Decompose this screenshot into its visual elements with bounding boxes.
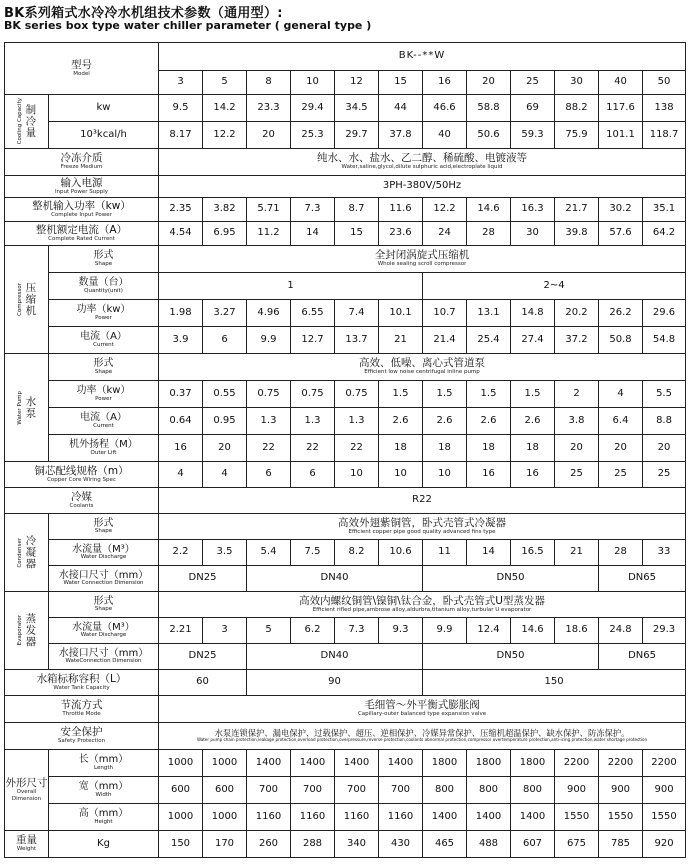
power-supply-label: 输入电源 Input Power Supply [5, 176, 159, 198]
value-cell: 1400 [467, 804, 511, 831]
value-cell: 44 [379, 95, 423, 122]
value-cell: 20.2 [555, 300, 599, 327]
value-cell: 900 [599, 777, 643, 804]
value-cell: 11.2 [247, 222, 291, 246]
value-cell: 16 [511, 462, 555, 488]
freeze-medium-label: 冷冻介质 Freeze Medium [5, 149, 159, 176]
tank-label: 水箱标称容积（L） Water Tank Capacity [5, 670, 159, 696]
value-cell: 10 [379, 462, 423, 488]
value-cell: 24 [423, 222, 467, 246]
value-cell: 288 [291, 831, 335, 858]
value-cell: 28 [467, 222, 511, 246]
evaporator-shape-value: 高效内螺纹铜管\镍铜\钛合金，卧式壳管式U型蒸发器 Efficient rifled pipe,ambrose alloy,aldurbra,titanium alloy,turbular U evaporator [159, 592, 686, 618]
value-cell: 1.98 [159, 300, 203, 327]
value-cell: 1550 [643, 804, 686, 831]
value-cell: 10.7 [423, 300, 467, 327]
evaporator-flow-label: 水流量（M³） Water Discharge [49, 618, 159, 644]
value-cell: 26.2 [599, 300, 643, 327]
value-cell: 25 [555, 462, 599, 488]
value-cell: 488 [467, 831, 511, 858]
condenser-conn-value: DN65 [599, 566, 686, 592]
value-cell: 1400 [335, 750, 379, 777]
value-cell: 14 [467, 540, 511, 566]
value-cell: 13.1 [467, 300, 511, 327]
value-cell: 700 [335, 777, 379, 804]
value-cell: 12.7 [291, 327, 335, 354]
value-cell: 15 [335, 222, 379, 246]
tank-row [5, 670, 686, 696]
value-cell: 3.9 [159, 327, 203, 354]
value-cell: 1.5 [511, 381, 555, 408]
height-row [5, 804, 686, 831]
condenser-shape-value: 高效外翅紫铜管，卧式壳管式冷凝器 Efficient copper pipe good quality advanced fins type [159, 514, 686, 540]
compressor-qty-b: 2~4 [423, 273, 686, 300]
value-cell: 7.3 [335, 618, 379, 644]
condenser-shape-label: 形式 Shape [49, 514, 159, 540]
value-cell: 10.6 [379, 540, 423, 566]
value-cell: 10 [335, 462, 379, 488]
value-cell: 0.75 [247, 381, 291, 408]
value-cell: 6.95 [203, 222, 247, 246]
value-cell: 1400 [247, 750, 291, 777]
value-cell: 20 [643, 435, 686, 462]
model-label-cell: 型号 Model [5, 43, 159, 95]
compressor-qty-label: 数量（台） Quantity(unit) [49, 273, 159, 300]
value-cell: 59.3 [511, 122, 555, 149]
value-cell: 58.8 [467, 95, 511, 122]
weight-unit: Kg [49, 831, 159, 858]
value-cell: 1160 [379, 804, 423, 831]
value-cell: 800 [423, 777, 467, 804]
value-cell: 118.7 [643, 122, 686, 149]
value-cell: 5 [247, 618, 291, 644]
value-cell: 0.95 [203, 408, 247, 435]
cooling-kw-label: kw [49, 95, 159, 122]
value-cell: 22 [291, 435, 335, 462]
value-cell: 2200 [555, 750, 599, 777]
evaporator-conn-value: DN50 [423, 644, 599, 670]
value-cell: 785 [599, 831, 643, 858]
value-cell: 12.4 [467, 618, 511, 644]
pump-power-row [5, 381, 686, 408]
value-cell: 1160 [291, 804, 335, 831]
value-cell: 25.4 [467, 327, 511, 354]
value-cell: 18 [423, 435, 467, 462]
value-cell: 6 [247, 462, 291, 488]
value-cell: 54.8 [643, 327, 686, 354]
value-cell: 20 [467, 71, 511, 95]
value-cell: 1800 [467, 750, 511, 777]
condenser-conn-value: DN50 [423, 566, 599, 592]
value-cell: 1.5 [423, 381, 467, 408]
pump-shape-row [5, 354, 686, 381]
pump-shape-label: 形式 Shape [49, 354, 159, 381]
pump-current-label: 电流（A） Current [49, 408, 159, 435]
value-cell: 1.3 [291, 408, 335, 435]
value-cell: 40 [599, 71, 643, 95]
title-en: BK series box type water chiller parameter ( general type ) [4, 19, 372, 32]
value-cell: 1550 [599, 804, 643, 831]
value-cell: 20 [203, 435, 247, 462]
value-cell: 21 [555, 540, 599, 566]
value-cell: 6.55 [291, 300, 335, 327]
value-cell: 28 [599, 540, 643, 566]
value-cell: 16.3 [511, 198, 555, 222]
value-cell: 25.3 [291, 122, 335, 149]
value-cell: 2.21 [159, 618, 203, 644]
value-cell: 14.2 [203, 95, 247, 122]
value-cell: 900 [555, 777, 599, 804]
value-cell: 700 [247, 777, 291, 804]
value-cell: 1000 [159, 750, 203, 777]
pump-power-label: 功率（kw） Power [49, 381, 159, 408]
value-cell: 25 [511, 71, 555, 95]
value-cell: 29.6 [643, 300, 686, 327]
value-cell: 16 [159, 435, 203, 462]
value-cell: 2.6 [467, 408, 511, 435]
value-cell: 3.5 [203, 540, 247, 566]
freeze-medium-value: 纯水、水、盐水、乙二醇、稀硫酸、电镀液等 Water,saline,glycol,dilute sulphuric acid,electroplate liquid [159, 149, 686, 176]
value-cell: 1000 [159, 804, 203, 831]
value-cell: 69 [511, 95, 555, 122]
width-label: 宽（mm） Width [49, 777, 159, 804]
condenser-flow-row [5, 540, 686, 566]
value-cell: 5.5 [643, 381, 686, 408]
model-series-row [5, 43, 686, 71]
value-cell: 2.2 [159, 540, 203, 566]
value-cell: 88.2 [555, 95, 599, 122]
value-cell: 21 [379, 327, 423, 354]
value-cell: 20 [599, 435, 643, 462]
value-cell: 1800 [423, 750, 467, 777]
cooling-kcal-label: 10³kcal/h [49, 122, 159, 149]
condenser-group-label: Condenser 冷凝器 [5, 514, 49, 592]
value-cell: 30 [555, 71, 599, 95]
compressor-power-row [5, 300, 686, 327]
compressor-group-label: Compressor 压缩机 [5, 246, 49, 354]
value-cell: 5.71 [247, 198, 291, 222]
cooling-group-label: Cooling Capacity 制冷量 [5, 95, 49, 149]
value-cell: 18 [511, 435, 555, 462]
pump-lift-label: 机外扬程（M） Outer Lift [49, 435, 159, 462]
value-cell: 2200 [599, 750, 643, 777]
compressor-shape-label: 形式 Shape [49, 246, 159, 273]
copper-label: 铜芯配线规格（m） Copper Core Wiring Spec [5, 462, 159, 488]
value-cell: 1400 [379, 750, 423, 777]
compressor-shape-row [5, 246, 686, 273]
compressor-qty-row [5, 273, 686, 300]
value-cell: 12.2 [203, 122, 247, 149]
value-cell: 13.7 [335, 327, 379, 354]
condenser-flow-label: 水流量（M³） Water Discharge [49, 540, 159, 566]
weight-label: 重量 Weight [5, 831, 49, 858]
value-cell: 117.6 [599, 95, 643, 122]
value-cell: 1400 [423, 804, 467, 831]
compressor-shape-value: 全封闭涡旋式压缩机 Whole sealing scroll compressor [159, 246, 686, 273]
value-cell: 9.9 [423, 618, 467, 644]
value-cell: 10 [291, 71, 335, 95]
value-cell: 430 [379, 831, 423, 858]
value-cell: 22 [247, 435, 291, 462]
value-cell: 14 [291, 222, 335, 246]
value-cell: 30.2 [599, 198, 643, 222]
value-cell: 46.6 [423, 95, 467, 122]
value-cell: 9.9 [247, 327, 291, 354]
value-cell: 10.1 [379, 300, 423, 327]
power-supply-value: 3PH-380V/50Hz [159, 176, 686, 198]
value-cell: 15 [379, 71, 423, 95]
value-cell: 260 [247, 831, 291, 858]
coolant-row [5, 488, 686, 514]
rated-current-row [5, 222, 686, 246]
value-cell: 0.37 [159, 381, 203, 408]
condenser-conn-value: DN25 [159, 566, 247, 592]
value-cell: 64.2 [643, 222, 686, 246]
value-cell: 700 [291, 777, 335, 804]
value-cell: 675 [555, 831, 599, 858]
pump-lift-row [5, 435, 686, 462]
value-cell: 16 [467, 462, 511, 488]
value-cell: 700 [379, 777, 423, 804]
value-cell: 20 [555, 435, 599, 462]
value-cell: 0.64 [159, 408, 203, 435]
value-cell: 21.7 [555, 198, 599, 222]
value-cell: 57.6 [599, 222, 643, 246]
value-cell: 18 [379, 435, 423, 462]
value-cell: 8.2 [335, 540, 379, 566]
length-label: 长（mm） Length [49, 750, 159, 777]
value-cell: 920 [643, 831, 686, 858]
value-cell: 39.8 [555, 222, 599, 246]
value-cell: 14.6 [511, 618, 555, 644]
value-cell: 1160 [335, 804, 379, 831]
value-cell: 33 [643, 540, 686, 566]
value-cell: 12.2 [423, 198, 467, 222]
value-cell: 6.2 [291, 618, 335, 644]
value-cell: 340 [335, 831, 379, 858]
pump-current-row [5, 408, 686, 435]
value-cell: 1000 [203, 750, 247, 777]
width-row [5, 777, 686, 804]
value-cell: 1.5 [379, 381, 423, 408]
coolant-label: 冷媒 Coolants [5, 488, 159, 514]
value-cell: 0.75 [335, 381, 379, 408]
safety-label: 安全保护 Safety Protection [5, 723, 159, 750]
evaporator-group-label: Evaporator 蒸发器 [5, 592, 49, 670]
value-cell: 6.4 [599, 408, 643, 435]
value-cell: 1000 [203, 804, 247, 831]
value-cell: 25 [599, 462, 643, 488]
evaporator-conn-value: DN65 [599, 644, 686, 670]
condenser-conn-value: DN40 [247, 566, 423, 592]
value-cell: 2 [555, 381, 599, 408]
compressor-current-row [5, 327, 686, 354]
spec-table [4, 42, 686, 858]
value-cell: 27.4 [511, 327, 555, 354]
value-cell: 2.35 [159, 198, 203, 222]
value-cell: 9.3 [379, 618, 423, 644]
pump-shape-value: 高效、低噪、离心式管道泵 Efficient low noise centrifugal inline pump [159, 354, 686, 381]
value-cell: 4.54 [159, 222, 203, 246]
value-cell: 2.6 [379, 408, 423, 435]
safety-row [5, 723, 686, 750]
power-supply-row [5, 176, 686, 198]
value-cell: 9.5 [159, 95, 203, 122]
title-cn: BK系列箱式水冷冷水机组技术参数（通用型）: [4, 6, 283, 21]
value-cell: 14.8 [511, 300, 555, 327]
value-cell: 29.3 [643, 618, 686, 644]
value-cell: 20 [247, 122, 291, 149]
value-cell: 6 [203, 327, 247, 354]
value-cell: 7.3 [291, 198, 335, 222]
value-cell: 23.6 [379, 222, 423, 246]
input-power-label: 整机输入功率（kw） Complete Input Power [5, 198, 159, 222]
value-cell: 16.5 [511, 540, 555, 566]
copper-row [5, 462, 686, 488]
value-cell: 1400 [511, 804, 555, 831]
value-cell: 29.7 [335, 122, 379, 149]
value-cell: 24.8 [599, 618, 643, 644]
value-cell: 138 [643, 95, 686, 122]
value-cell: 6 [291, 462, 335, 488]
coolant-value: R22 [159, 488, 686, 514]
value-cell: 29.4 [291, 95, 335, 122]
cooling-kcal-row [5, 122, 686, 149]
tank-value: 90 [247, 670, 423, 696]
safety-value: 水泵连锁保护、漏电保护、过载保护、超压、逆相保护、冷媒异常保护、压缩机超温保护、缺水保护、防冻保护。 Water pump chain protection,leakage protection,overload protection,overpressure,reverse protection,coolants abnormal protection,compressor overtemperature protection,anti-icing protection,water shortage protection [159, 723, 686, 750]
value-cell: 101.1 [599, 122, 643, 149]
value-cell: 0.75 [291, 381, 335, 408]
value-cell: 465 [423, 831, 467, 858]
value-cell: 5 [203, 71, 247, 95]
value-cell: 75.9 [555, 122, 599, 149]
value-cell: 170 [203, 831, 247, 858]
value-cell: 900 [643, 777, 686, 804]
condenser-conn-row [5, 566, 686, 592]
value-cell: 50.6 [467, 122, 511, 149]
value-cell: 2.6 [423, 408, 467, 435]
value-cell: 0.55 [203, 381, 247, 408]
value-cell: 150 [159, 831, 203, 858]
value-cell: 600 [203, 777, 247, 804]
value-cell: 25 [643, 462, 686, 488]
compressor-power-label: 功率（kw） Power [49, 300, 159, 327]
value-cell: 3.8 [555, 408, 599, 435]
evaporator-conn-label: 水接口尺寸（mm） WateConnection Dimension [49, 644, 159, 670]
condenser-shape-row [5, 514, 686, 540]
value-cell: 22 [335, 435, 379, 462]
weight-row [5, 831, 686, 858]
value-cell: 40 [423, 122, 467, 149]
rated-current-label: 整机额定电流（A） Complete Rated Current [5, 222, 159, 246]
evaporator-conn-value: DN25 [159, 644, 247, 670]
evaporator-conn-row [5, 644, 686, 670]
freeze-medium-row [5, 149, 686, 176]
value-cell: 8 [247, 71, 291, 95]
condenser-conn-label: 水接口尺寸（mm） Water Connection Dimension [49, 566, 159, 592]
value-cell: 4 [599, 381, 643, 408]
value-cell: 8.17 [159, 122, 203, 149]
tank-value: 60 [159, 670, 247, 696]
model-series: BK--**W [159, 43, 686, 71]
evaporator-conn-value: DN40 [247, 644, 423, 670]
value-cell: 1.3 [247, 408, 291, 435]
throttle-value: 毛细管～外平衡式膨胀阀 Capillary-outer balanced type expansion valve [159, 696, 686, 723]
value-cell: 1.5 [467, 381, 511, 408]
value-cell: 4 [203, 462, 247, 488]
dimension-group-label: 外形尺寸 Overall Dimension [5, 750, 49, 831]
value-cell: 2200 [643, 750, 686, 777]
tank-value: 150 [423, 670, 686, 696]
value-cell: 34.5 [335, 95, 379, 122]
value-cell: 8.7 [335, 198, 379, 222]
compressor-current-label: 电流（A） Current [49, 327, 159, 354]
value-cell: 1550 [555, 804, 599, 831]
value-cell: 14.6 [467, 198, 511, 222]
pump-group-label: Water Pump 水泵 [5, 354, 49, 462]
value-cell: 7.5 [291, 540, 335, 566]
value-cell: 30 [511, 222, 555, 246]
value-cell: 3.82 [203, 198, 247, 222]
value-cell: 3 [203, 618, 247, 644]
evaporator-shape-label: 形式 Shape [49, 592, 159, 618]
input-power-row [5, 198, 686, 222]
value-cell: 16 [423, 71, 467, 95]
value-cell: 18 [467, 435, 511, 462]
value-cell: 10 [423, 462, 467, 488]
value-cell: 1800 [511, 750, 555, 777]
value-cell: 607 [511, 831, 555, 858]
length-row [5, 750, 686, 777]
value-cell: 11 [423, 540, 467, 566]
value-cell: 800 [467, 777, 511, 804]
value-cell: 2.6 [511, 408, 555, 435]
height-label: 高（mm） Height [49, 804, 159, 831]
value-cell: 11.6 [379, 198, 423, 222]
value-cell: 600 [159, 777, 203, 804]
evaporator-flow-row [5, 618, 686, 644]
throttle-row [5, 696, 686, 723]
value-cell: 50.8 [599, 327, 643, 354]
value-cell: 4.96 [247, 300, 291, 327]
value-cell: 8.8 [643, 408, 686, 435]
value-cell: 7.4 [335, 300, 379, 327]
value-cell: 3.27 [203, 300, 247, 327]
value-cell: 37.8 [379, 122, 423, 149]
value-cell: 21.4 [423, 327, 467, 354]
value-cell: 4 [159, 462, 203, 488]
evaporator-shape-row [5, 592, 686, 618]
value-cell: 37.2 [555, 327, 599, 354]
value-cell: 12 [335, 71, 379, 95]
value-cell: 5.4 [247, 540, 291, 566]
value-cell: 3 [159, 71, 203, 95]
value-cell: 50 [643, 71, 686, 95]
value-cell: 1400 [291, 750, 335, 777]
compressor-qty-a: 1 [159, 273, 423, 300]
throttle-label: 节流方式 Throttle Mode [5, 696, 159, 723]
value-cell: 23.3 [247, 95, 291, 122]
value-cell: 1160 [247, 804, 291, 831]
value-cell: 35.1 [643, 198, 686, 222]
cooling-kw-row [5, 95, 686, 122]
value-cell: 800 [511, 777, 555, 804]
value-cell: 18.6 [555, 618, 599, 644]
value-cell: 1.3 [335, 408, 379, 435]
